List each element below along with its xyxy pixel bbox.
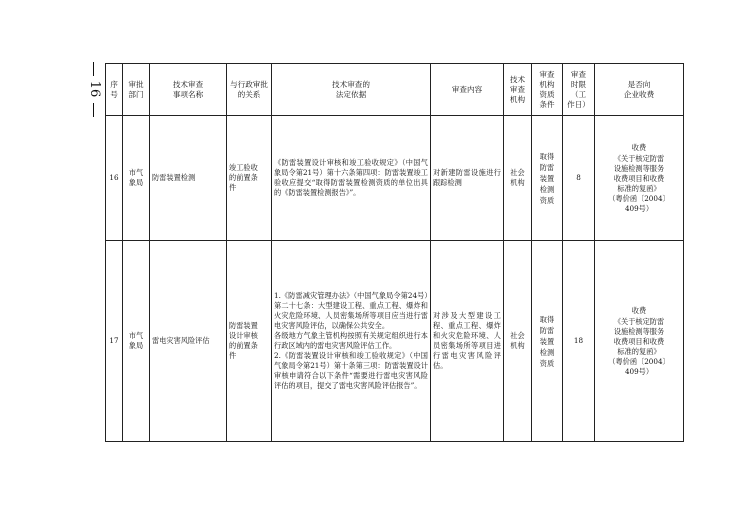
table-header-row bbox=[106, 64, 684, 116]
row-relation: 竣工验收 的前置条 件 bbox=[227, 116, 272, 241]
header-relation: 与行政审批 的关系 bbox=[227, 64, 272, 116]
row-fee-status: 收费 bbox=[631, 142, 647, 152]
header-time-limit: 审查 时限 （工 作日） bbox=[563, 64, 595, 116]
row-qualification: 取得 防雷 装置 检测 资质 bbox=[532, 116, 563, 241]
row-fee-document: 《关于核定防雷 设施检测等服务 收费项目和收费 标准的复函》 （粤价函〔2004〕 409号） bbox=[608, 316, 670, 376]
row-fee-document: 《关于核定防雷 设施检测等服务 收费项目和收费 标准的复函》 （粤价函〔2004〕 409号） bbox=[608, 153, 670, 213]
row-fee bbox=[595, 116, 684, 241]
header-basis: 技术审查的 法定依据 bbox=[272, 64, 431, 116]
row-relation: 防雷装置 设计审核 的前置条 件 bbox=[227, 241, 272, 442]
row-dept: 市气 象局 bbox=[123, 116, 150, 241]
row-qualification: 取得 防雷 装置 检测 资质 bbox=[532, 241, 563, 442]
header-qualification: 审查 机构 资质 条件 bbox=[532, 64, 563, 116]
row-fee-status: 收费 bbox=[631, 305, 647, 315]
header-dept: 审批 部门 bbox=[123, 64, 150, 116]
row-legal-basis: 1.《防雷减灾管理办法》（中国气象局令第24号）第二十七条：大型建设工程、重点工程、爆炸和火灾危险环境、人员密集场所等项目应当进行雷电灾害风险评估，以确保公共安全。 各级地方气象主管机构按照有关规定组织进行本行政区域内的雷电灾害风险评估工作。 2.《防雷装置设计审核和竣工验收规定》（中国气象局令第21号）第十条第三项：防雷装置设计审核申请符合以下条件“需要进行雷电灾害风险评估的项目，提交了雷电灾害风险评估报告”。 bbox=[272, 241, 431, 442]
header-seq: 序 号 bbox=[106, 64, 123, 116]
row-seq: 17 bbox=[106, 241, 123, 442]
header-name: 技术审查 事项名称 bbox=[150, 64, 227, 116]
row-review-content: 对新建防雷设施进行跟踪检测 bbox=[431, 116, 504, 241]
table-row bbox=[106, 116, 684, 241]
header-content: 审查内容 bbox=[431, 64, 504, 116]
row-item-name: 防雷装置检测 bbox=[150, 116, 227, 241]
row-review-content: 对涉及大型建设工程、重点工程、爆炸和火灾危险环境、人员密集场所等项目进行雷电灾害风险评估。 bbox=[431, 241, 504, 442]
row-fee bbox=[595, 241, 684, 442]
row-agency: 社会 机构 bbox=[504, 241, 532, 442]
row-dept: 市气 象局 bbox=[123, 241, 150, 442]
technical-review-table bbox=[105, 63, 684, 442]
page-number-dash-bottom bbox=[93, 103, 94, 117]
header-fee: 是否向 企业收费 bbox=[595, 64, 684, 116]
row-agency: 社会 机构 bbox=[504, 116, 532, 241]
row-time-limit: 18 bbox=[563, 241, 595, 442]
row-legal-basis: 《防雷装置设计审核和竣工验收规定》（中国气象局令第21号）第十六条第四项：防雷装置竣工验收应提交“取得防雷装置检测资质的单位出具的《防雷装置检测报告》”。 bbox=[272, 116, 431, 241]
page-number: 16 bbox=[87, 80, 102, 98]
table-row bbox=[106, 241, 684, 442]
page-number-dash-top bbox=[93, 62, 94, 76]
row-seq: 16 bbox=[106, 116, 123, 241]
row-item-name: 雷电灾害风险评估 bbox=[150, 241, 227, 442]
header-agency: 技术 审查 机构 bbox=[504, 64, 532, 116]
row-time-limit: 8 bbox=[563, 116, 595, 241]
